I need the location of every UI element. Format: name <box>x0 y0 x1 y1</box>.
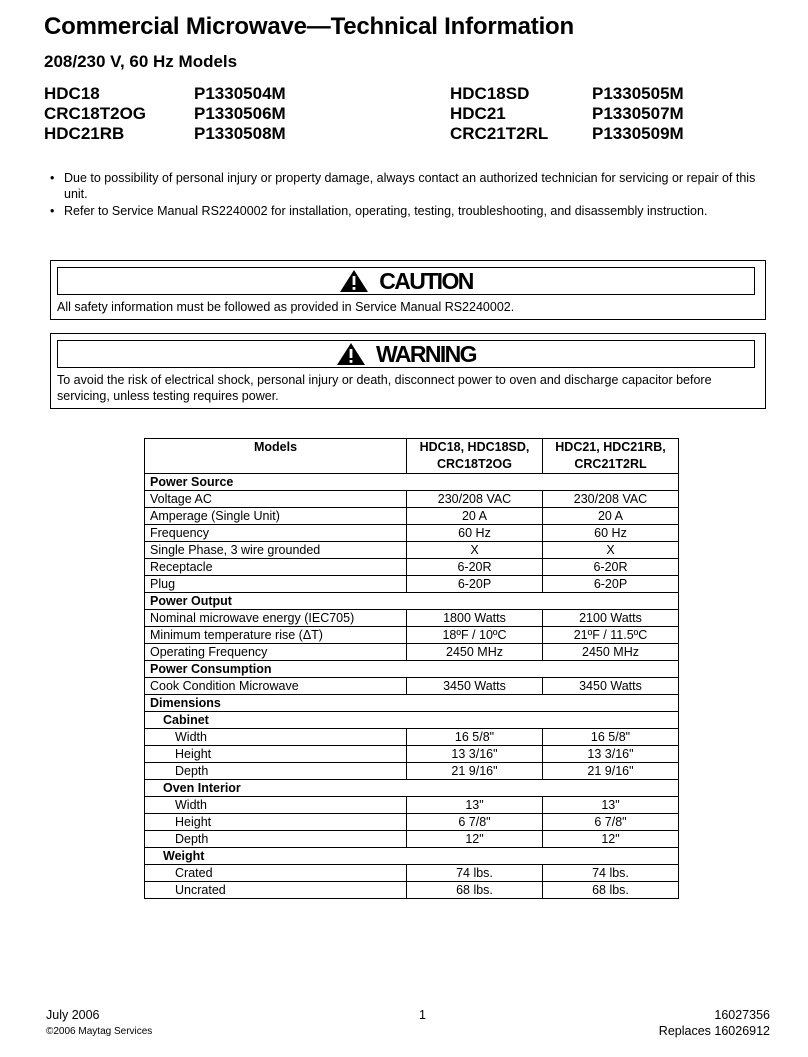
spec-table <box>144 438 679 899</box>
row-label: Nominal microwave energy (IEC705) <box>145 610 407 627</box>
model-name: HDC21 <box>450 104 506 123</box>
table-row <box>145 491 679 508</box>
table-row <box>145 729 679 746</box>
warning-text: To avoid the risk of electrical shock, personal injury or death, disconnect power to oven and discharge capacitor before servicing, unless testing requires power. <box>57 373 712 403</box>
row-label: Width <box>145 729 407 746</box>
warning-triangle-icon <box>336 342 366 366</box>
column-header: Models <box>145 439 407 474</box>
table-row <box>145 763 679 780</box>
row-label: Frequency <box>145 525 407 542</box>
section-row <box>145 593 679 610</box>
part-number: P1330504M <box>194 84 286 103</box>
section-row <box>145 661 679 678</box>
row-value: 3450 Watts <box>407 678 543 695</box>
caution-header <box>57 267 755 295</box>
row-value: 6-20P <box>407 576 543 593</box>
table-row <box>145 814 679 831</box>
row-value: 13" <box>543 797 679 814</box>
caution-text: All safety information must be followed as provided in Service Manual RS2240002. <box>57 300 515 314</box>
table-row <box>145 542 679 559</box>
model-row <box>44 104 744 124</box>
table-row <box>145 882 679 899</box>
warning-box <box>50 333 766 409</box>
row-value: 13 3/16" <box>407 746 543 763</box>
row-label: Cook Condition Microwave <box>145 678 407 695</box>
model-row <box>44 84 744 104</box>
safety-note <box>48 170 758 202</box>
row-value: 6-20R <box>407 559 543 576</box>
row-value: 230/208 VAC <box>407 491 543 508</box>
row-value: 6-20P <box>543 576 679 593</box>
row-value: 18ºF / 10ºC <box>407 627 543 644</box>
row-value: 74 lbs. <box>407 865 543 882</box>
row-value: 6 7/8" <box>543 814 679 831</box>
row-value: 13" <box>407 797 543 814</box>
table-header-row <box>145 439 679 474</box>
row-label: Height <box>145 746 407 763</box>
row-value: 68 lbs. <box>543 882 679 899</box>
row-label: Depth <box>145 831 407 848</box>
part-number: P1330505M <box>592 84 684 103</box>
row-value: 2100 Watts <box>543 610 679 627</box>
table-row <box>145 644 679 661</box>
safety-note-text: Refer to Service Manual RS2240002 for installation, operating, testing, troubleshooting, and disassembly instruction. <box>64 204 708 218</box>
row-label: Depth <box>145 763 407 780</box>
section-heading: Power Output <box>145 593 679 610</box>
row-value: 1800 Watts <box>407 610 543 627</box>
row-value: 74 lbs. <box>543 865 679 882</box>
row-value: 6-20R <box>543 559 679 576</box>
row-value: 13 3/16" <box>543 746 679 763</box>
row-label: Voltage AC <box>145 491 407 508</box>
row-label: Operating Frequency <box>145 644 407 661</box>
row-value: 20 A <box>543 508 679 525</box>
part-number: P1330509M <box>592 124 684 143</box>
row-label: Uncrated <box>145 882 407 899</box>
row-label: Amperage (Single Unit) <box>145 508 407 525</box>
row-value: 2450 MHz <box>407 644 543 661</box>
page-number: 1 <box>419 1008 426 1022</box>
part-number: P1330507M <box>592 104 684 123</box>
row-value: 12" <box>407 831 543 848</box>
warning-header <box>57 340 755 368</box>
footer-date: July 2006 <box>46 1008 100 1022</box>
safety-note <box>48 203 758 219</box>
table-row <box>145 508 679 525</box>
model-row <box>44 124 744 144</box>
row-value: 21 9/16" <box>407 763 543 780</box>
section-heading: Dimensions <box>145 695 679 712</box>
row-label: Minimum temperature rise (ΔT) <box>145 627 407 644</box>
table-row <box>145 678 679 695</box>
part-number: P1330508M <box>194 124 286 143</box>
row-value: 12" <box>543 831 679 848</box>
table-row <box>145 525 679 542</box>
table-row <box>145 865 679 882</box>
bullet-icon: • <box>50 171 55 185</box>
row-value: 6 7/8" <box>407 814 543 831</box>
model-name: CRC18T2OG <box>44 104 147 123</box>
row-label: Receptacle <box>145 559 407 576</box>
model-name: CRC21T2RL <box>450 124 549 143</box>
model-name: HDC18 <box>44 84 100 103</box>
table-row <box>145 610 679 627</box>
page-subtitle: 208/230 V, 60 Hz Models <box>44 52 238 71</box>
row-value: 21 9/16" <box>543 763 679 780</box>
table-row <box>145 746 679 763</box>
row-value: 16 5/8" <box>407 729 543 746</box>
model-name: HDC18SD <box>450 84 530 103</box>
row-value: 20 A <box>407 508 543 525</box>
section-row <box>145 474 679 491</box>
safety-note-text: Due to possibility of personal injury or property damage, always contact an authorized technician for servicing or repair of this unit. <box>64 171 756 201</box>
safety-notes <box>48 170 758 220</box>
row-value: X <box>543 542 679 559</box>
row-value: 60 Hz <box>407 525 543 542</box>
row-value: 230/208 VAC <box>543 491 679 508</box>
subsection-heading: Cabinet <box>145 712 679 729</box>
column-header: HDC21, HDC21RB, CRC21T2RL <box>543 439 679 474</box>
page-title: Commercial Microwave—Technical Information <box>44 13 574 40</box>
section-heading: Power Consumption <box>145 661 679 678</box>
subsection-row <box>145 780 679 797</box>
row-value: 16 5/8" <box>543 729 679 746</box>
table-row <box>145 627 679 644</box>
row-value: X <box>407 542 543 559</box>
row-value: 2450 MHz <box>543 644 679 661</box>
row-value: 3450 Watts <box>543 678 679 695</box>
row-label: Plug <box>145 576 407 593</box>
subsection-row <box>145 712 679 729</box>
document-number: 16027356 <box>714 1008 770 1022</box>
subsection-row <box>145 848 679 865</box>
row-label: Single Phase, 3 wire grounded <box>145 542 407 559</box>
caution-box <box>50 260 766 320</box>
table-row <box>145 797 679 814</box>
warning-triangle-icon <box>339 269 369 293</box>
row-label: Crated <box>145 865 407 882</box>
copyright: ©2006 Maytag Services <box>46 1026 153 1037</box>
replaces-note: Replaces 16026912 <box>658 1024 770 1038</box>
bullet-icon: • <box>50 204 55 218</box>
caution-heading: CAUTION <box>379 267 473 294</box>
table-row <box>145 576 679 593</box>
row-label: Height <box>145 814 407 831</box>
table-row <box>145 559 679 576</box>
model-list <box>44 84 744 144</box>
part-number: P1330506M <box>194 104 286 123</box>
table-row <box>145 831 679 848</box>
section-row <box>145 695 679 712</box>
row-value: 60 Hz <box>543 525 679 542</box>
section-heading: Power Source <box>145 474 679 491</box>
row-value: 68 lbs. <box>407 882 543 899</box>
row-value: 21ºF / 11.5ºC <box>543 627 679 644</box>
subsection-heading: Weight <box>145 848 679 865</box>
column-header: HDC18, HDC18SD, CRC18T2OG <box>407 439 543 474</box>
row-label: Width <box>145 797 407 814</box>
subsection-heading: Oven Interior <box>145 780 679 797</box>
warning-heading: WARNING <box>376 340 476 367</box>
model-name: HDC21RB <box>44 124 125 143</box>
